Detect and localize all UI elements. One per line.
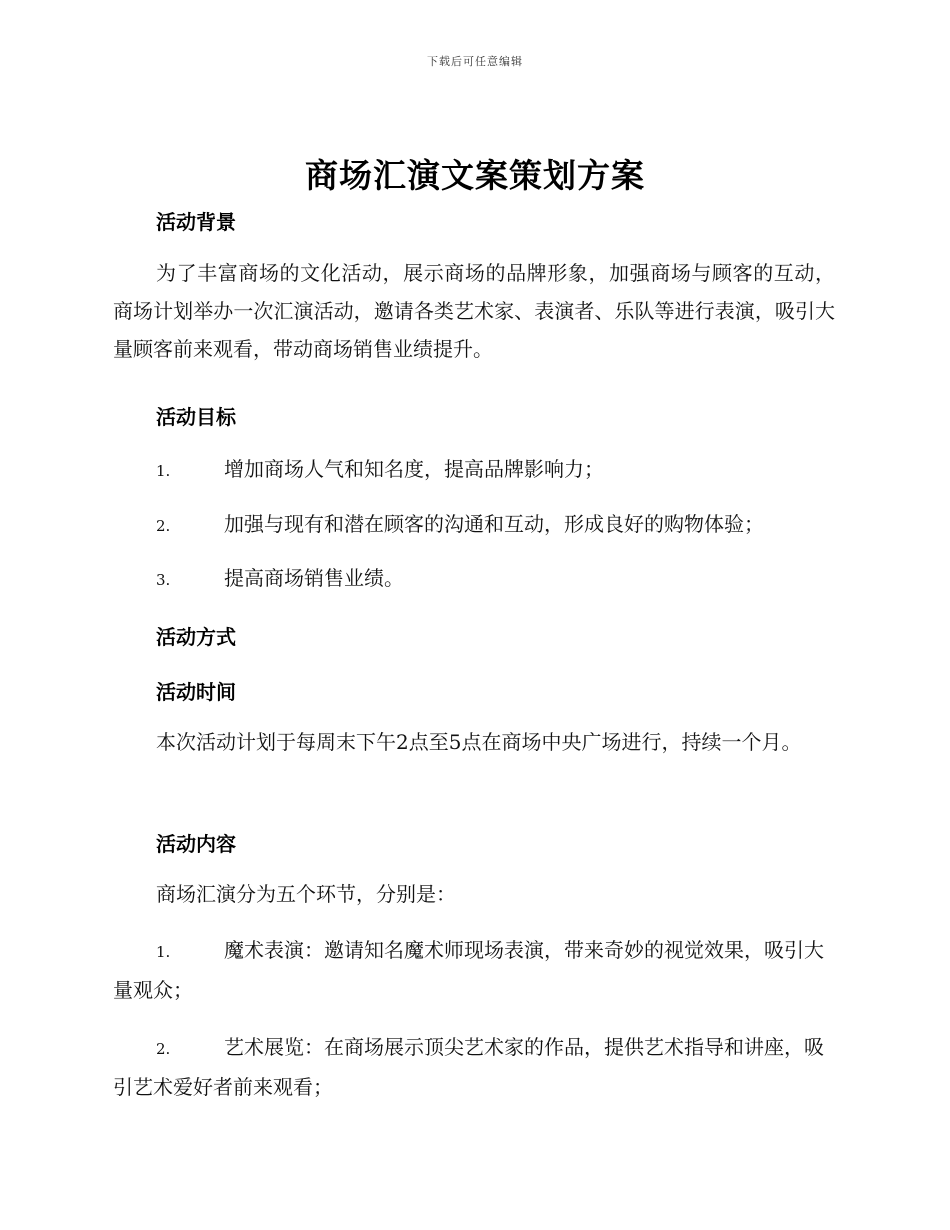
list-item-goal-1 — [113, 450, 835, 490]
list-number: 1. — [156, 943, 171, 961]
list-number: 2. — [156, 1040, 171, 1058]
heading-content: 活动内容 — [156, 832, 236, 856]
paragraph-time: 本次活动计划于每周末下午2点至5点在商场中央广场进行，持续一个月。 — [156, 730, 802, 754]
heading-time: 活动时间 — [156, 680, 236, 704]
list-number: 2. — [156, 517, 171, 535]
heading-background: 活动背景 — [156, 210, 236, 234]
paragraph-background: 为了丰富商场的文化活动，展示商场的品牌形象，加强商场与顾客的互动，商场计划举办一次汇演活动，邀请各类艺术家、表演者、乐队等进行表演，吸引大量顾客前来观看，带动商场销售业绩提升。 — [113, 261, 835, 361]
header-note: 下载后可任意编辑 — [427, 55, 523, 68]
heading-method: 活动方式 — [156, 625, 236, 649]
list-text: 魔术表演：邀请知名魔术师现场表演，带来奇妙的视觉效果，吸引大量观众； — [113, 938, 824, 1002]
list-text: 艺术展览：在商场展示顶尖艺术家的作品，提供艺术指导和讲座，吸引艺术爱好者前来观看； — [113, 1035, 824, 1099]
list-text: 提高商场销售业绩。 — [224, 566, 404, 590]
list-item-content-2 — [113, 1028, 835, 1106]
list-text: 增加商场人气和知名度，提高品牌影响力； — [224, 457, 604, 481]
list-item-content-1 — [113, 931, 835, 1009]
page-title: 商场汇演文案策划方案 — [305, 156, 645, 195]
list-number: 3. — [156, 571, 171, 589]
heading-goals: 活动目标 — [156, 405, 236, 429]
list-text: 加强与现有和潜在顾客的沟通和互动，形成良好的购物体验； — [224, 512, 764, 536]
list-number: 1. — [156, 462, 171, 480]
list-item-goal-2 — [113, 505, 835, 545]
paragraph-content-intro: 商场汇演分为五个环节，分别是： — [156, 882, 456, 906]
list-item-goal-3 — [113, 559, 835, 599]
